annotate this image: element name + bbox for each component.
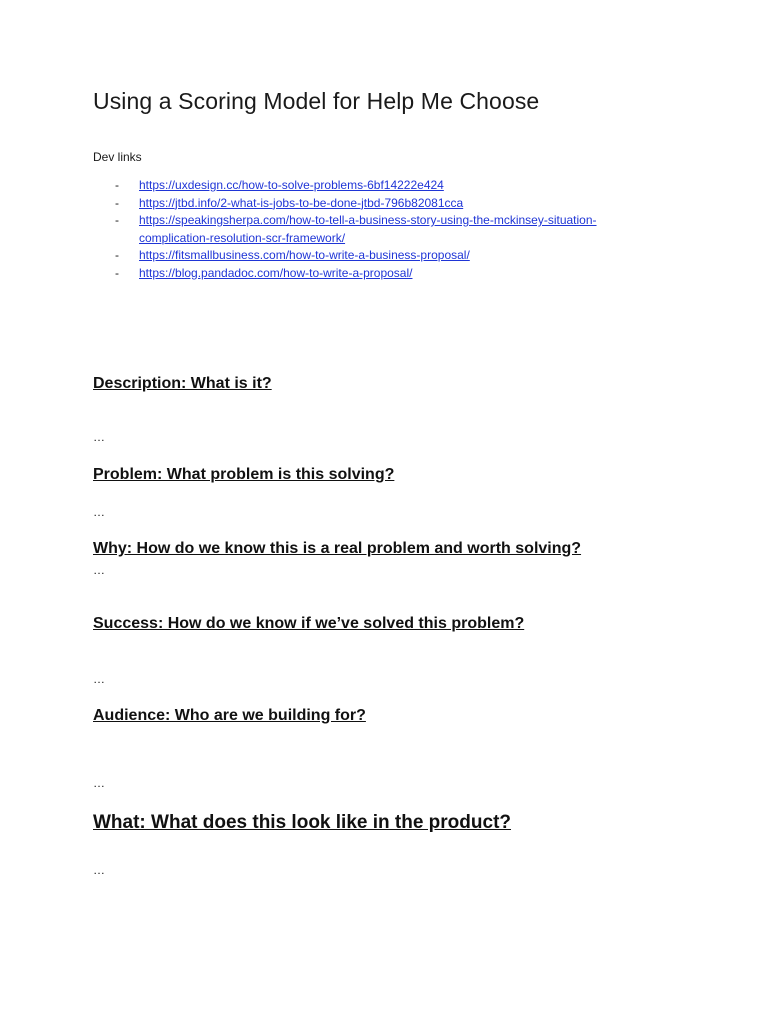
bullet-dash: - [115,265,119,280]
bullet-dash: - [115,248,119,262]
dev-link-pandadoc[interactable]: https://blog.pandadoc.com/how-to-write-a-proposal/ [139,265,413,280]
list-item [93,212,693,247]
bullet-dash: - [115,178,119,192]
section-heading-description: Description: What is it? [93,375,272,392]
section-body-why: … [93,563,106,577]
document-title: Using a Scoring Model for Help Me Choose [93,88,540,114]
section-body-audience: … [93,776,106,790]
section-body-problem: … [93,505,106,519]
list-item [93,177,693,195]
list-item [93,195,693,213]
bullet-dash: - [115,195,119,210]
dev-link-jtbd[interactable]: https://jtbd.info/2-what-is-jobs-to-be-done-jtbd-796b82081cca [139,195,464,210]
dev-link-uxdesign[interactable]: https://uxdesign.cc/how-to-solve-problems-6bf14222e424 [139,178,444,192]
section-heading-audience: Audience: Who are we building for? [93,707,366,724]
section-body-description: … [93,430,106,444]
dev-links-list [93,177,693,282]
dev-links-label: Dev links [93,150,142,164]
section-body-what: … [93,863,106,877]
dev-link-speakingsherpa[interactable] [139,212,659,247]
list-item [93,247,693,265]
list-item [93,265,693,283]
section-heading-what: What: What does this look like in the product? [93,812,511,833]
section-body-success: … [93,672,106,686]
section-heading-success: Success: How do we know if we’ve solved this problem? [93,615,525,632]
section-heading-problem: Problem: What problem is this solving? [93,466,395,483]
dev-link-speakingsherpa-text: https://speakingsherpa.com/how-to-tell-a-business-story-using-the-mckinsey-situation- complication-resolution-scr-framework/ [139,213,597,245]
section-heading-why: Why: How do we know this is a real problem and worth solving? [93,540,582,557]
bullet-dash: - [115,213,119,227]
dev-link-fitsmallbusiness[interactable]: https://fitsmallbusiness.com/how-to-write-a-business-proposal/ [139,248,470,262]
